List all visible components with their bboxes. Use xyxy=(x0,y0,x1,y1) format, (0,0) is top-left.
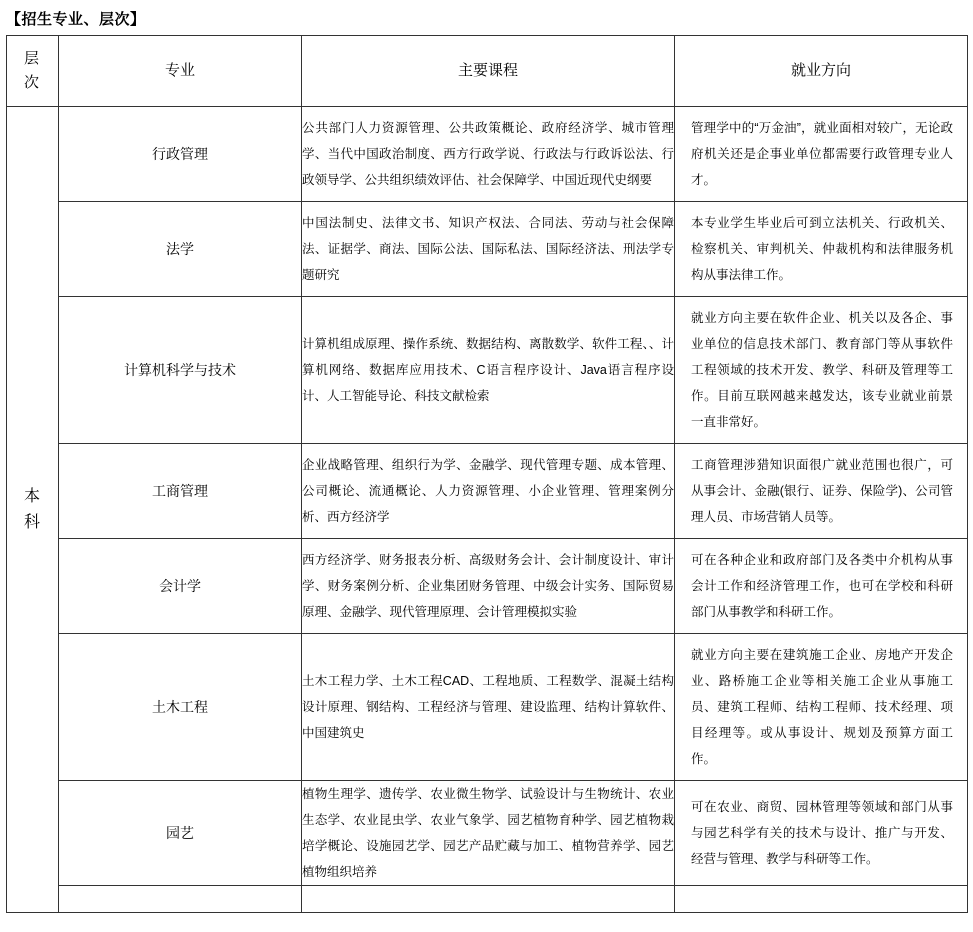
major-courses: 植物生理学、遗传学、农业微生物学、试验设计与生物统计、农业生态学、农业昆虫学、农业气象学、园艺植物育种学、园艺植物栽培学概论、设施园艺学、园艺产品贮藏与加工、植物营养学、园艺植物组织培养 xyxy=(302,781,675,886)
table-row xyxy=(7,444,968,539)
table-header-row xyxy=(7,36,968,107)
table-row xyxy=(7,297,968,444)
level-label-line1: 本 xyxy=(23,487,41,505)
major-name: 土木工程 xyxy=(59,634,302,781)
major-name: 园艺 xyxy=(59,781,302,886)
major-career: 管理学中的“万金油”，就业面相对较广，无论政府机关还是企事业单位都需要行政管理专业人才。 xyxy=(675,107,968,202)
page-title: 【招生专业、层次】 xyxy=(6,11,146,28)
major-courses: 计算机组成原理、操作系统、数据结构、离散数学、软件工程、、计算机网络、数据库应用技术、C语言程序设计、Java语言程序设计、人工智能导论、科技文献检索 xyxy=(302,297,675,444)
table-row-partial xyxy=(7,886,968,913)
major-career: 可在农业、商贸、园林管理等领域和部门从事与园艺科学有关的技术与设计、推广与开发、经营与管理、教学与科研等工作。 xyxy=(675,781,968,886)
column-header-major: 专业 xyxy=(59,36,302,107)
table-row xyxy=(7,634,968,781)
table-body xyxy=(7,107,968,913)
column-header-level-line1: 层 xyxy=(23,50,41,67)
major-courses: 土木工程力学、土木工程CAD、工程地质、工程数学、混凝土结构设计原理、钢结构、工程经济与管理、建设监理、结构计算软件、中国建筑史 xyxy=(302,634,675,781)
major-courses: 公共部门人力资源管理、公共政策概论、政府经济学、城市管理学、当代中国政治制度、西方行政学说、行政法与行政诉讼法、行政领导学、公共组织绩效评估、社会保障学、中国近现代史纲要 xyxy=(302,107,675,202)
majors-table xyxy=(6,35,968,913)
level-label-line2: 科 xyxy=(23,513,41,531)
major-courses-empty xyxy=(302,886,675,913)
major-courses: 中国法制史、法律文书、知识产权法、合同法、劳动与社会保障法、证据学、商法、国际公法、国际私法、国际经济法、刑法学专题研究 xyxy=(302,202,675,297)
major-name: 法学 xyxy=(59,202,302,297)
major-name-empty xyxy=(59,886,302,913)
major-name: 计算机科学与技术 xyxy=(59,297,302,444)
column-header-level xyxy=(7,36,59,107)
column-header-courses: 主要课程 xyxy=(302,36,675,107)
major-name: 行政管理 xyxy=(59,107,302,202)
table-row xyxy=(7,107,968,202)
major-career: 工商管理涉猎知识面很广就业范围也很广，可从事会计、金融(银行、证券、保险学)、公司管理人员、市场营销人员等。 xyxy=(675,444,968,539)
major-courses: 西方经济学、财务报表分析、高级财务会计、会计制度设计、审计学、财务案例分析、企业集团财务管理、中级会计实务、国际贸易原理、金融学、现代管理原理、会计管理模拟实验 xyxy=(302,539,675,634)
major-courses: 企业战略管理、组织行为学、金融学、现代管理专题、成本管理、公司概论、流通概论、人力资源管理、小企业管理、管理案例分析、西方经济学 xyxy=(302,444,675,539)
major-career: 就业方向主要在软件企业、机关以及各企、事业单位的信息技术部门、教育部门等从事软件工程领域的技术开发、教学、科研及管理等工作。目前互联网越来越发达，该专业就业前景一直非常好。 xyxy=(675,297,968,444)
column-header-level-line2: 次 xyxy=(23,74,41,91)
level-cell-undergraduate xyxy=(7,107,59,913)
major-career-empty xyxy=(675,886,968,913)
table-row xyxy=(7,781,968,886)
major-name: 会计学 xyxy=(59,539,302,634)
table-row xyxy=(7,539,968,634)
major-career: 本专业学生毕业后可到立法机关、行政机关、检察机关、审判机关、仲裁机构和法律服务机构从事法律工作。 xyxy=(675,202,968,297)
major-name: 工商管理 xyxy=(59,444,302,539)
table-row xyxy=(7,202,968,297)
major-career: 可在各种企业和政府部门及各类中介机构从事会计工作和经济管理工作，也可在学校和科研部门从事教学和科研工作。 xyxy=(675,539,968,634)
major-career: 就业方向主要在建筑施工企业、房地产开发企业、路桥施工企业等相关施工企业从事施工员、建筑工程师、结构工程师、技术经理、项目经理等。或从事设计、规划及预算方面工作。 xyxy=(675,634,968,781)
column-header-career: 就业方向 xyxy=(675,36,968,107)
